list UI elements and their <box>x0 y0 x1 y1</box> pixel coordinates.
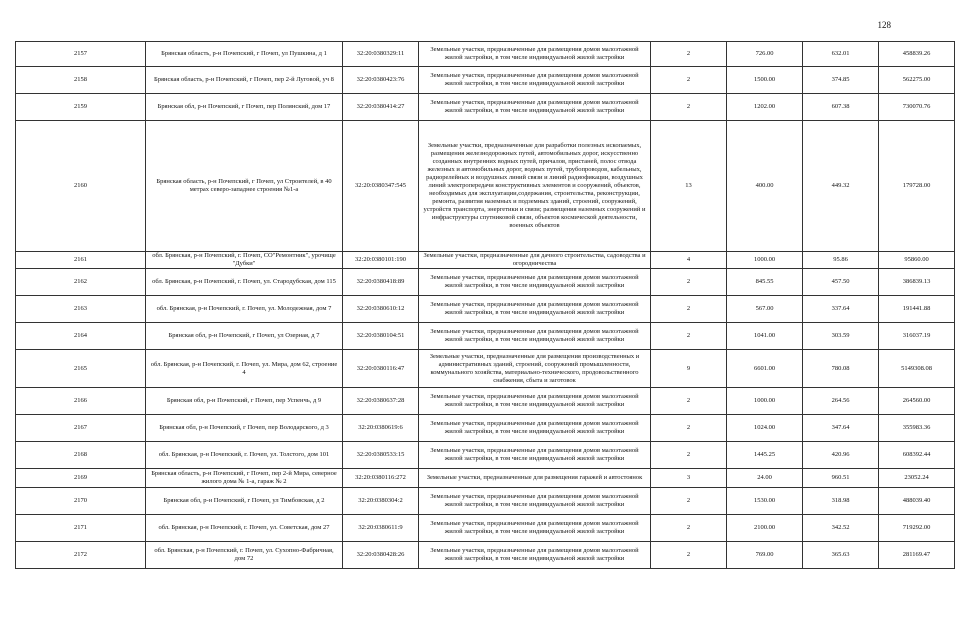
area-cell: 24.00 <box>727 469 803 488</box>
row-number: 2169 <box>16 469 146 488</box>
cadastral-number-cell: 32:20:0380611:9 <box>343 515 419 542</box>
address-cell: обл. Брянская, р-н Почепский, г. Почеп, ул. Толстого, дом 101 <box>146 442 343 469</box>
address-cell: обл. Брянская, р-н Почепский, г. Почеп, ул. Стародубская, дом 115 <box>146 269 343 296</box>
row-number: 2172 <box>16 542 146 569</box>
area-cell: 726.00 <box>727 42 803 67</box>
area-cell: 400.00 <box>727 121 803 252</box>
cadastral-number-cell: 32:20:0380116:272 <box>343 469 419 488</box>
table-row <box>16 252 955 269</box>
unit-value-cell: 342.52 <box>803 515 879 542</box>
land-use-cell: Земельные участки, предназначенные для размещения домов малоэтажной жилой застройки, в том числе индивидуальной жилой застройки <box>419 542 651 569</box>
page-number: 128 <box>877 20 891 30</box>
use-group-cell: 9 <box>651 350 727 388</box>
cadastral-number-cell: 32:20:0380637:28 <box>343 388 419 415</box>
table-row <box>16 388 955 415</box>
cadastral-value-cell: 719292.00 <box>879 515 955 542</box>
cadastral-value-cell: 730070.76 <box>879 94 955 121</box>
land-use-cell: Земельные участки, предназначенные для размещения производственных и административных зданий, строений, сооружений промышленности, коммунального хозяйства, материально-технического, продовольственного снабжения, сбыта и заготовок <box>419 350 651 388</box>
cadastral-value-cell: 355983.36 <box>879 415 955 442</box>
cadastral-value-cell: 488039.40 <box>879 488 955 515</box>
row-number: 2165 <box>16 350 146 388</box>
address-cell: Брянская обл, р-н Почепский, г Почеп, пер Володарского, д 3 <box>146 415 343 442</box>
use-group-cell: 2 <box>651 442 727 469</box>
table-row <box>16 296 955 323</box>
unit-value-cell: 449.32 <box>803 121 879 252</box>
row-number: 2157 <box>16 42 146 67</box>
use-group-cell: 2 <box>651 94 727 121</box>
area-cell: 6601.00 <box>727 350 803 388</box>
area-cell: 1024.00 <box>727 415 803 442</box>
address-cell: Брянская область, р-н Почепский, г Почеп, ул Пушкина, д 1 <box>146 42 343 67</box>
table-row <box>16 415 955 442</box>
land-use-cell: Земельные участки, предназначенные для размещения домов малоэтажной жилой застройки, в том числе индивидуальной жилой застройки <box>419 488 651 515</box>
cadastral-number-cell: 32:20:0380116:47 <box>343 350 419 388</box>
land-use-cell: Земельные участки, предназначенные для размещения домов малоэтажной жилой застройки, в том числе индивидуальной жилой застройки <box>419 94 651 121</box>
table-row <box>16 350 955 388</box>
land-use-cell: Земельные участки, предназначенные для размещения гаражей и автостоянок <box>419 469 651 488</box>
area-cell: 2100.00 <box>727 515 803 542</box>
land-use-cell: Земельные участки, предназначенные для дачного строительства, садоводства и огородничества <box>419 252 651 269</box>
unit-value-cell: 264.56 <box>803 388 879 415</box>
use-group-cell: 3 <box>651 469 727 488</box>
cadastral-value-cell: 316037.19 <box>879 323 955 350</box>
table-row <box>16 323 955 350</box>
cadastral-value-cell: 23052.24 <box>879 469 955 488</box>
row-number: 2168 <box>16 442 146 469</box>
area-cell: 567.00 <box>727 296 803 323</box>
table-row <box>16 269 955 296</box>
table-row <box>16 42 955 67</box>
row-number: 2159 <box>16 94 146 121</box>
use-group-cell: 2 <box>651 67 727 94</box>
area-cell: 845.55 <box>727 269 803 296</box>
row-number: 2161 <box>16 252 146 269</box>
cadastral-number-cell: 32:20:0380101:190 <box>343 252 419 269</box>
unit-value-cell: 365.63 <box>803 542 879 569</box>
land-use-cell: Земельные участки, предназначенные для разработки полезных ископаемых, размещения железнодорожных путей, автомобильных дорог, искусственно созданных внутренних водных путей, причалов, пристаней, полос отвода железных и автомобильных дорог, водных путей, трубопроводов, кабельных, радиорелейных и воздушных линий связи и линий радиофикации, воздушных линий электропередачи конструктивных элементов и сооружений, объектов, необходимых для эксплуатации,содержания, строительства, реконструкции, ремонта, развития наземных и подземных зданий, строений, сооружений, устройств транспорта, энергетики и связи; размещения наземных сооружений и инфраструктуры спутниковой связи, объектов космической деятельности, военных объектов <box>419 121 651 252</box>
use-group-cell: 2 <box>651 542 727 569</box>
land-use-cell: Земельные участки, предназначенные для размещения домов малоэтажной жилой застройки, в том числе индивидуальной жилой застройки <box>419 442 651 469</box>
cadastral-value-cell: 191441.88 <box>879 296 955 323</box>
unit-value-cell: 374.85 <box>803 67 879 94</box>
cadastral-number-cell: 32:20:0380414:27 <box>343 94 419 121</box>
cadastral-value-cell: 264560.00 <box>879 388 955 415</box>
cadastral-value-cell: 179728.00 <box>879 121 955 252</box>
land-use-cell: Земельные участки, предназначенные для размещения домов малоэтажной жилой застройки, в том числе индивидуальной жилой застройки <box>419 323 651 350</box>
land-use-cell: Земельные участки, предназначенные для размещения домов малоэтажной жилой застройки, в том числе индивидуальной жилой застройки <box>419 415 651 442</box>
use-group-cell: 2 <box>651 296 727 323</box>
row-number: 2158 <box>16 67 146 94</box>
area-cell: 1000.00 <box>727 252 803 269</box>
table-row <box>16 469 955 488</box>
address-cell: Брянская обл, р-н Почепский, г Почеп, пер Полянский, дом 17 <box>146 94 343 121</box>
unit-value-cell: 780.08 <box>803 350 879 388</box>
area-cell: 1530.00 <box>727 488 803 515</box>
area-cell: 1202.00 <box>727 94 803 121</box>
use-group-cell: 2 <box>651 388 727 415</box>
address-cell: Брянская область, р-н Почепский, г Почеп, пер 2-й Мира, северное жилого дома № 1-а, гараж № 2 <box>146 469 343 488</box>
land-use-cell: Земельные участки, предназначенные для размещения домов малоэтажной жилой застройки, в том числе индивидуальной жилой застройки <box>419 515 651 542</box>
row-number: 2166 <box>16 388 146 415</box>
address-cell: Брянская обл, р-н Почепский, г Почеп, пер Успенчь, д 9 <box>146 388 343 415</box>
address-cell: обл. Брянская, р-н Почепский, г. Почеп, ул. Молодежная, дом 7 <box>146 296 343 323</box>
unit-value-cell: 95.86 <box>803 252 879 269</box>
cadastral-number-cell: 32:20:0380423:76 <box>343 67 419 94</box>
cadastral-value-cell: 458839.26 <box>879 42 955 67</box>
cadastral-value-cell: 95860.00 <box>879 252 955 269</box>
cadastral-number-cell: 32:20:0380104:51 <box>343 323 419 350</box>
cadastral-value-cell: 562275.00 <box>879 67 955 94</box>
unit-value-cell: 337.64 <box>803 296 879 323</box>
cadastral-number-cell: 32:20:0380304:2 <box>343 488 419 515</box>
cadastral-number-cell: 32:20:0380329:11 <box>343 42 419 67</box>
table-row <box>16 542 955 569</box>
unit-value-cell: 303.59 <box>803 323 879 350</box>
table-row <box>16 67 955 94</box>
use-group-cell: 4 <box>651 252 727 269</box>
address-cell: обл. Брянская, р-н Почепский, г. Почеп, ул. Сухопно-Фабричная, дом 72 <box>146 542 343 569</box>
cadastral-number-cell: 32:20:0380418:89 <box>343 269 419 296</box>
cadastral-number-cell: 32:20:0380610:12 <box>343 296 419 323</box>
address-cell: обл. Брянская, р-н Почепский, г. Почеп, СО"Ремонтник", урочище "Дубки" <box>146 252 343 269</box>
use-group-cell: 2 <box>651 42 727 67</box>
use-group-cell: 2 <box>651 488 727 515</box>
address-cell: Брянская область, р-н Почепский, г Почеп, ул Строителей, в 40 метрах северо-западнее строения №1-а <box>146 121 343 252</box>
unit-value-cell: 420.96 <box>803 442 879 469</box>
land-use-cell: Земельные участки, предназначенные для размещения домов малоэтажной жилой застройки, в том числе индивидуальной жилой застройки <box>419 388 651 415</box>
row-number: 2162 <box>16 269 146 296</box>
cadastral-number-cell: 32:20:0380533:15 <box>343 442 419 469</box>
use-group-cell: 2 <box>651 269 727 296</box>
row-number: 2163 <box>16 296 146 323</box>
unit-value-cell: 457.50 <box>803 269 879 296</box>
row-number: 2160 <box>16 121 146 252</box>
unit-value-cell: 960.51 <box>803 469 879 488</box>
address-cell: обл. Брянская, р-н Почепский, г. Почеп, ул. Мира, дом 62, строение 4 <box>146 350 343 388</box>
table-row <box>16 442 955 469</box>
use-group-cell: 2 <box>651 323 727 350</box>
address-cell: обл. Брянская, р-н Почепский, г. Почеп, ул. Советская, дом 27 <box>146 515 343 542</box>
area-cell: 1445.25 <box>727 442 803 469</box>
address-cell: Брянская обл, р-н Почепский, г Почеп, ул Озерная, д 7 <box>146 323 343 350</box>
area-cell: 1500.00 <box>727 67 803 94</box>
address-cell: Брянская обл, р-н Почепский, г Почеп, ул Тимбовская, д 2 <box>146 488 343 515</box>
use-group-cell: 2 <box>651 515 727 542</box>
row-number: 2170 <box>16 488 146 515</box>
table-row <box>16 94 955 121</box>
land-use-cell: Земельные участки, предназначенные для размещения домов малоэтажной жилой застройки, в том числе индивидуальной жилой застройки <box>419 296 651 323</box>
land-registry-table <box>15 41 955 569</box>
land-use-cell: Земельные участки, предназначенные для размещения домов малоэтажной жилой застройки, в том числе индивидуальной жилой застройки <box>419 67 651 94</box>
cadastral-value-cell: 386839.13 <box>879 269 955 296</box>
unit-value-cell: 318.98 <box>803 488 879 515</box>
address-cell: Брянская область, р-н Почепский, г Почеп, пер 2-й Луговой, уч 8 <box>146 67 343 94</box>
table-row <box>16 121 955 252</box>
cadastral-value-cell: 608392.44 <box>879 442 955 469</box>
area-cell: 1000.00 <box>727 388 803 415</box>
unit-value-cell: 607.38 <box>803 94 879 121</box>
area-cell: 769.00 <box>727 542 803 569</box>
unit-value-cell: 632.01 <box>803 42 879 67</box>
cadastral-value-cell: 5149308.08 <box>879 350 955 388</box>
unit-value-cell: 347.64 <box>803 415 879 442</box>
area-cell: 1041.00 <box>727 323 803 350</box>
row-number: 2167 <box>16 415 146 442</box>
land-use-cell: Земельные участки, предназначенные для размещения домов малоэтажной жилой застройки, в том числе индивидуальной жилой застройки <box>419 42 651 67</box>
row-number: 2171 <box>16 515 146 542</box>
table-row <box>16 488 955 515</box>
cadastral-value-cell: 281169.47 <box>879 542 955 569</box>
row-number: 2164 <box>16 323 146 350</box>
cadastral-number-cell: 32:20:0380428:26 <box>343 542 419 569</box>
cadastral-number-cell: 32:20:0380619:6 <box>343 415 419 442</box>
use-group-cell: 13 <box>651 121 727 252</box>
table-row <box>16 515 955 542</box>
land-use-cell: Земельные участки, предназначенные для размещения домов малоэтажной жилой застройки, в том числе индивидуальной жилой застройки <box>419 269 651 296</box>
use-group-cell: 2 <box>651 415 727 442</box>
cadastral-number-cell: 32:20:0380347:545 <box>343 121 419 252</box>
